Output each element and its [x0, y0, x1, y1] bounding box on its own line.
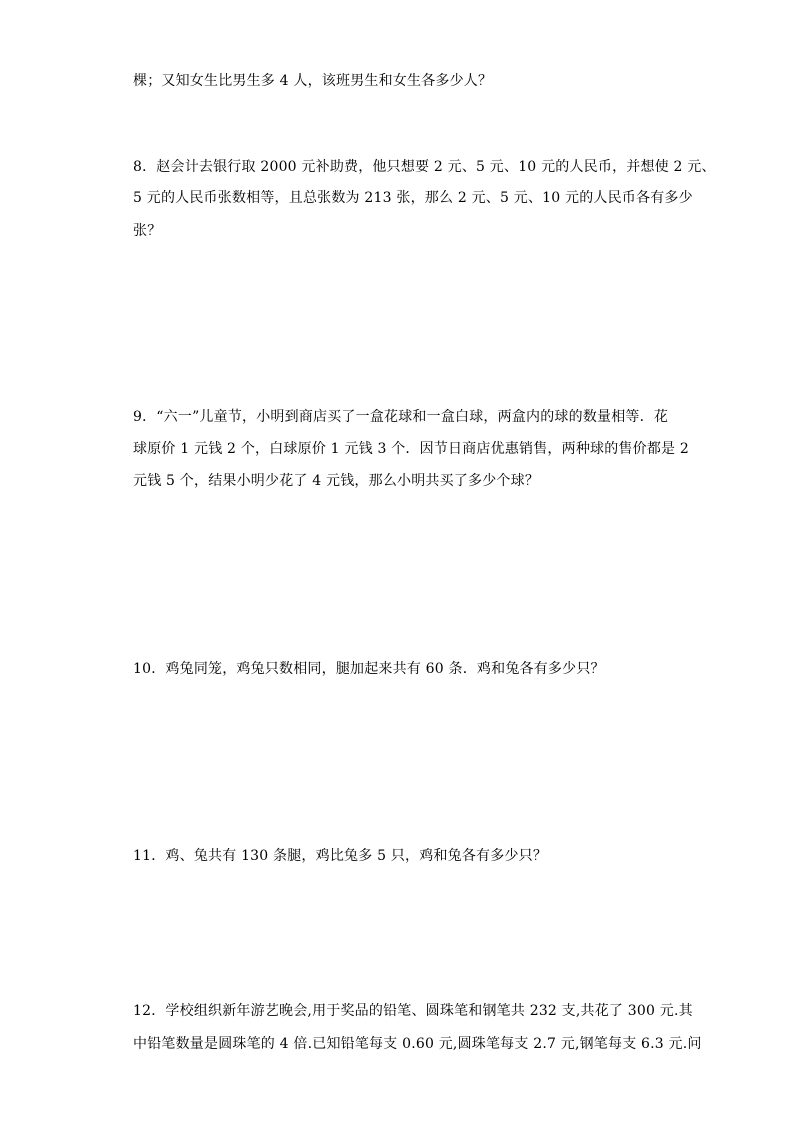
question-11-line-1: 11．鸡、兔共有 130 条腿，鸡比兔多 5 只，鸡和兔各有多少只？ — [133, 848, 548, 864]
question-12-line-2: 中铅笔数量是圆珠笔的 4 倍.已知铅笔每支 0.60 元,圆珠笔每支 2.7 元,钢笔每支 6.3 元.问 — [133, 1036, 702, 1052]
question-9-line-2: 球原价 1 元钱 2 个，白球原价 1 元钱 3 个．因节日商店优惠销售，两种球的售价都是 2 — [133, 441, 689, 457]
question-12-line-1: 12．学校组织新年游艺晚会,用于奖品的铅笔、圆珠笔和钢笔共 232 支,共花了 300 元.其 — [133, 1003, 693, 1019]
question-9-line-1: 9．“六一”儿童节，小明到商店买了一盒花球和一盒白球，两盒内的球的数量相等．花 — [133, 409, 669, 425]
question-9-line-3: 元钱 5 个，结果小明少花了 4 元钱，那么小明共买了多少个球？ — [133, 473, 540, 489]
question-8-line-3: 张？ — [133, 223, 162, 239]
question-7-continuation: 棵；又知女生比男生多 4 人，该班男生和女生各多少人？ — [133, 73, 493, 89]
question-8-line-1: 8．赵会计去银行取 2000 元补助费，他只想要 2 元、5 元、10 元的人民币，并想使 2 元、 — [133, 159, 716, 175]
question-10-line-1: 10．鸡兔同笼，鸡兔只数相同，腿加起来共有 60 条．鸡和兔各有多少只？ — [133, 661, 605, 677]
question-8-line-2: 5 元的人民币张数相等，且总张数为 213 张，那么 2 元、5 元、10 元的人民币各有多少 — [133, 190, 693, 206]
